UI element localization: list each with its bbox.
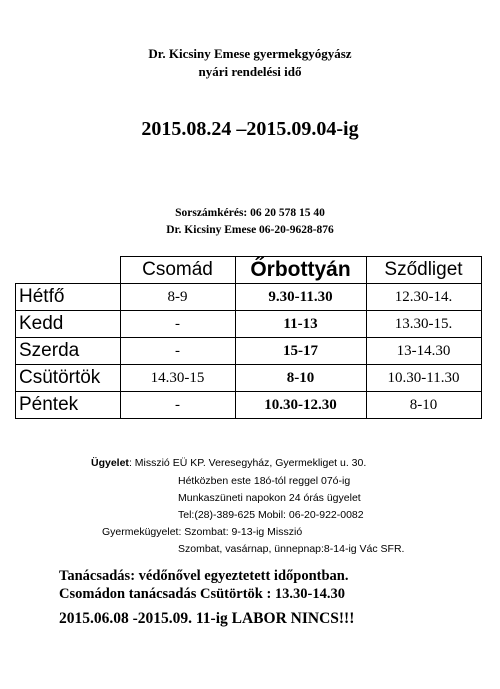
summer-hours-title: nyári rendelési idő — [198, 64, 302, 79]
table-row — [16, 284, 482, 311]
ugyelet-address — [91, 457, 366, 469]
day-cell: Péntek — [16, 392, 121, 419]
ugyelet-phone: Tel:(28)-389-625 Mobil: 06-20-922-0082 — [178, 509, 364, 521]
table-row — [16, 311, 482, 338]
day-cell: Szerda — [16, 338, 121, 365]
appointment-phone: Sorszámkérés: 06 20 578 15 40 — [175, 207, 325, 219]
csomad-cell: - — [120, 392, 235, 419]
szodliget-cell: 10.30-11.30 — [366, 365, 481, 392]
header-orbottyan: Őrbottyán — [235, 257, 366, 284]
csomad-cell: - — [120, 311, 235, 338]
day-cell: Hétfő — [16, 284, 121, 311]
ugyelet-address-text: : Misszió EÜ KP. Veresegyház, Gyermekliget u. 30. — [128, 457, 367, 469]
csomad-cell: 14.30-15 — [120, 365, 235, 392]
labor-notice: 2015.06.08 -2015.09. 11-ig LABOR NINCS!!! — [59, 610, 355, 627]
ugyelet-weekday: Hétközben este 18ó-tól reggel 07ó-ig — [178, 475, 351, 487]
table-row — [16, 338, 482, 365]
szodliget-cell: 12.30-14. — [366, 284, 481, 311]
ugyelet-label: Ügyelet — [91, 457, 129, 469]
orbottyan-cell: 11-13 — [235, 311, 366, 338]
schedule-header-row — [16, 257, 482, 284]
orbottyan-cell: 8-10 — [235, 365, 366, 392]
schedule-table — [15, 256, 482, 419]
tanacsadas-note: Tanácsadás: védőnővel egyeztetett időpontban. — [59, 568, 349, 584]
szodliget-cell: 13.30-15. — [366, 311, 481, 338]
doctor-phone: Dr. Kicsiny Emese 06-20-9628-876 — [166, 224, 334, 236]
csomad-cell: 8-9 — [120, 284, 235, 311]
doctor-title: Dr. Kicsiny Emese gyermekgyógyász — [148, 46, 352, 61]
header-empty — [16, 257, 121, 284]
header-csomad: Csomád — [120, 257, 235, 284]
csomad-tanacsadas-note: Csomádon tanácsadás Csütörtök : 13.30-14.30 — [59, 586, 345, 602]
orbottyan-cell: 9.30-11.30 — [235, 284, 366, 311]
date-range: 2015.08.24 –2015.09.04-ig — [141, 118, 359, 140]
szodliget-cell: 13-14.30 — [366, 338, 481, 365]
gyermekugyelet-saturday: Gyermekügyelet: Szombat: 9-13-ig Misszió — [102, 526, 303, 538]
csomad-cell: - — [120, 338, 235, 365]
szodliget-cell: 8-10 — [366, 392, 481, 419]
header-szodliget: Sződliget — [366, 257, 481, 284]
day-cell: Csütörtök — [16, 365, 121, 392]
gyermekugyelet-weekend: Szombat, vasárnap, ünnepnap:8-14-ig Vác SFR. — [178, 543, 405, 555]
ugyelet-holiday: Munkaszüneti napokon 24 órás ügyelet — [178, 492, 361, 504]
table-row — [16, 365, 482, 392]
orbottyan-cell: 10.30-12.30 — [235, 392, 366, 419]
table-row — [16, 392, 482, 419]
orbottyan-cell: 15-17 — [235, 338, 366, 365]
day-cell: Kedd — [16, 311, 121, 338]
